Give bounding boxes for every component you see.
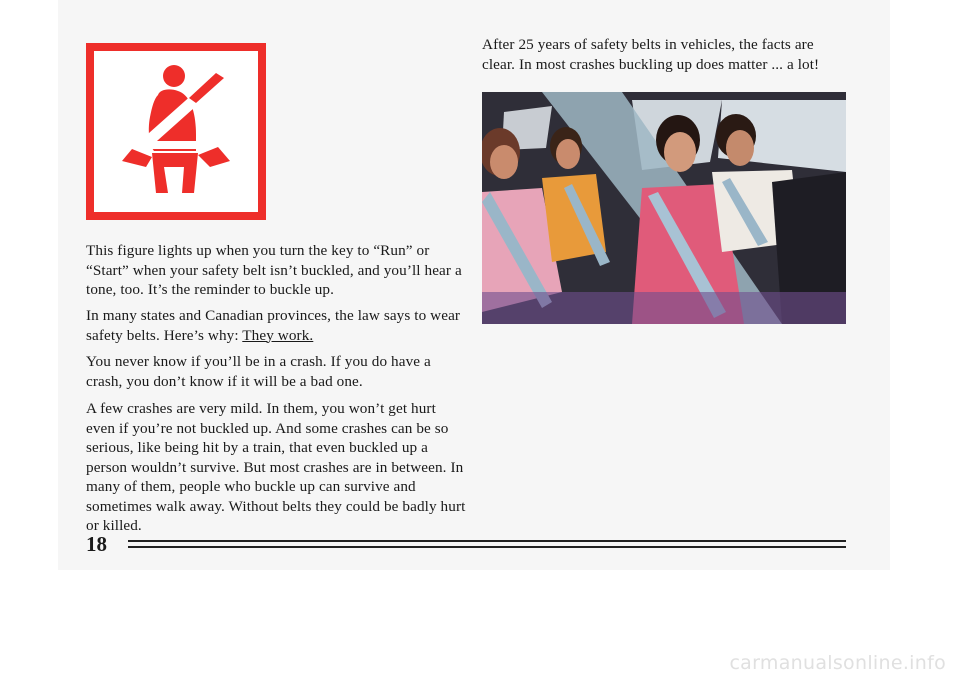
crash-paragraph: You never know if you’ll be in a crash. If you do have a crash, you don’t know if it will be a bad one. bbox=[86, 353, 431, 390]
passengers-photo bbox=[482, 92, 846, 324]
law-paragraph bbox=[86, 306, 466, 345]
intro-paragraph: This figure lights up when you turn the key to “Run” or “Start” when your safety belt isn’t buckled, and you’ll hear a tone, too. It’s the reminder to buckle up. bbox=[86, 242, 462, 298]
page-number: 18 bbox=[86, 532, 107, 556]
watermark: carmanualsonline.info bbox=[729, 652, 946, 674]
footer-rule bbox=[128, 546, 846, 548]
crash-severity-paragraph: A few crashes are very mild. In them, you won’t get hurt even if you’re not buckled up. And some crashes can be so serious, like being hit by a train, that even buckled up a person wouldn’t survive. But most crashes are in between. In many of them, people who buckle up can survive and sometimes walk away. Without belts they could be badly hurt or killed. bbox=[86, 400, 466, 534]
seatbelt-figure-graphic bbox=[86, 43, 266, 220]
seatbelt-reminder-icon bbox=[86, 43, 266, 220]
they-work-emphasis: They work. bbox=[242, 326, 314, 344]
footer-rule bbox=[128, 540, 846, 542]
law-paragraph-lead: In many states and Canadian provinces, the law says to wear safety belts. Here’s why: bbox=[86, 307, 461, 344]
passengers-illustration bbox=[482, 92, 846, 324]
safety-facts-paragraph: After 25 years of safety belts in vehicles, the facts are clear. In most crashes buckling up does matter ... a lot! bbox=[482, 36, 820, 73]
